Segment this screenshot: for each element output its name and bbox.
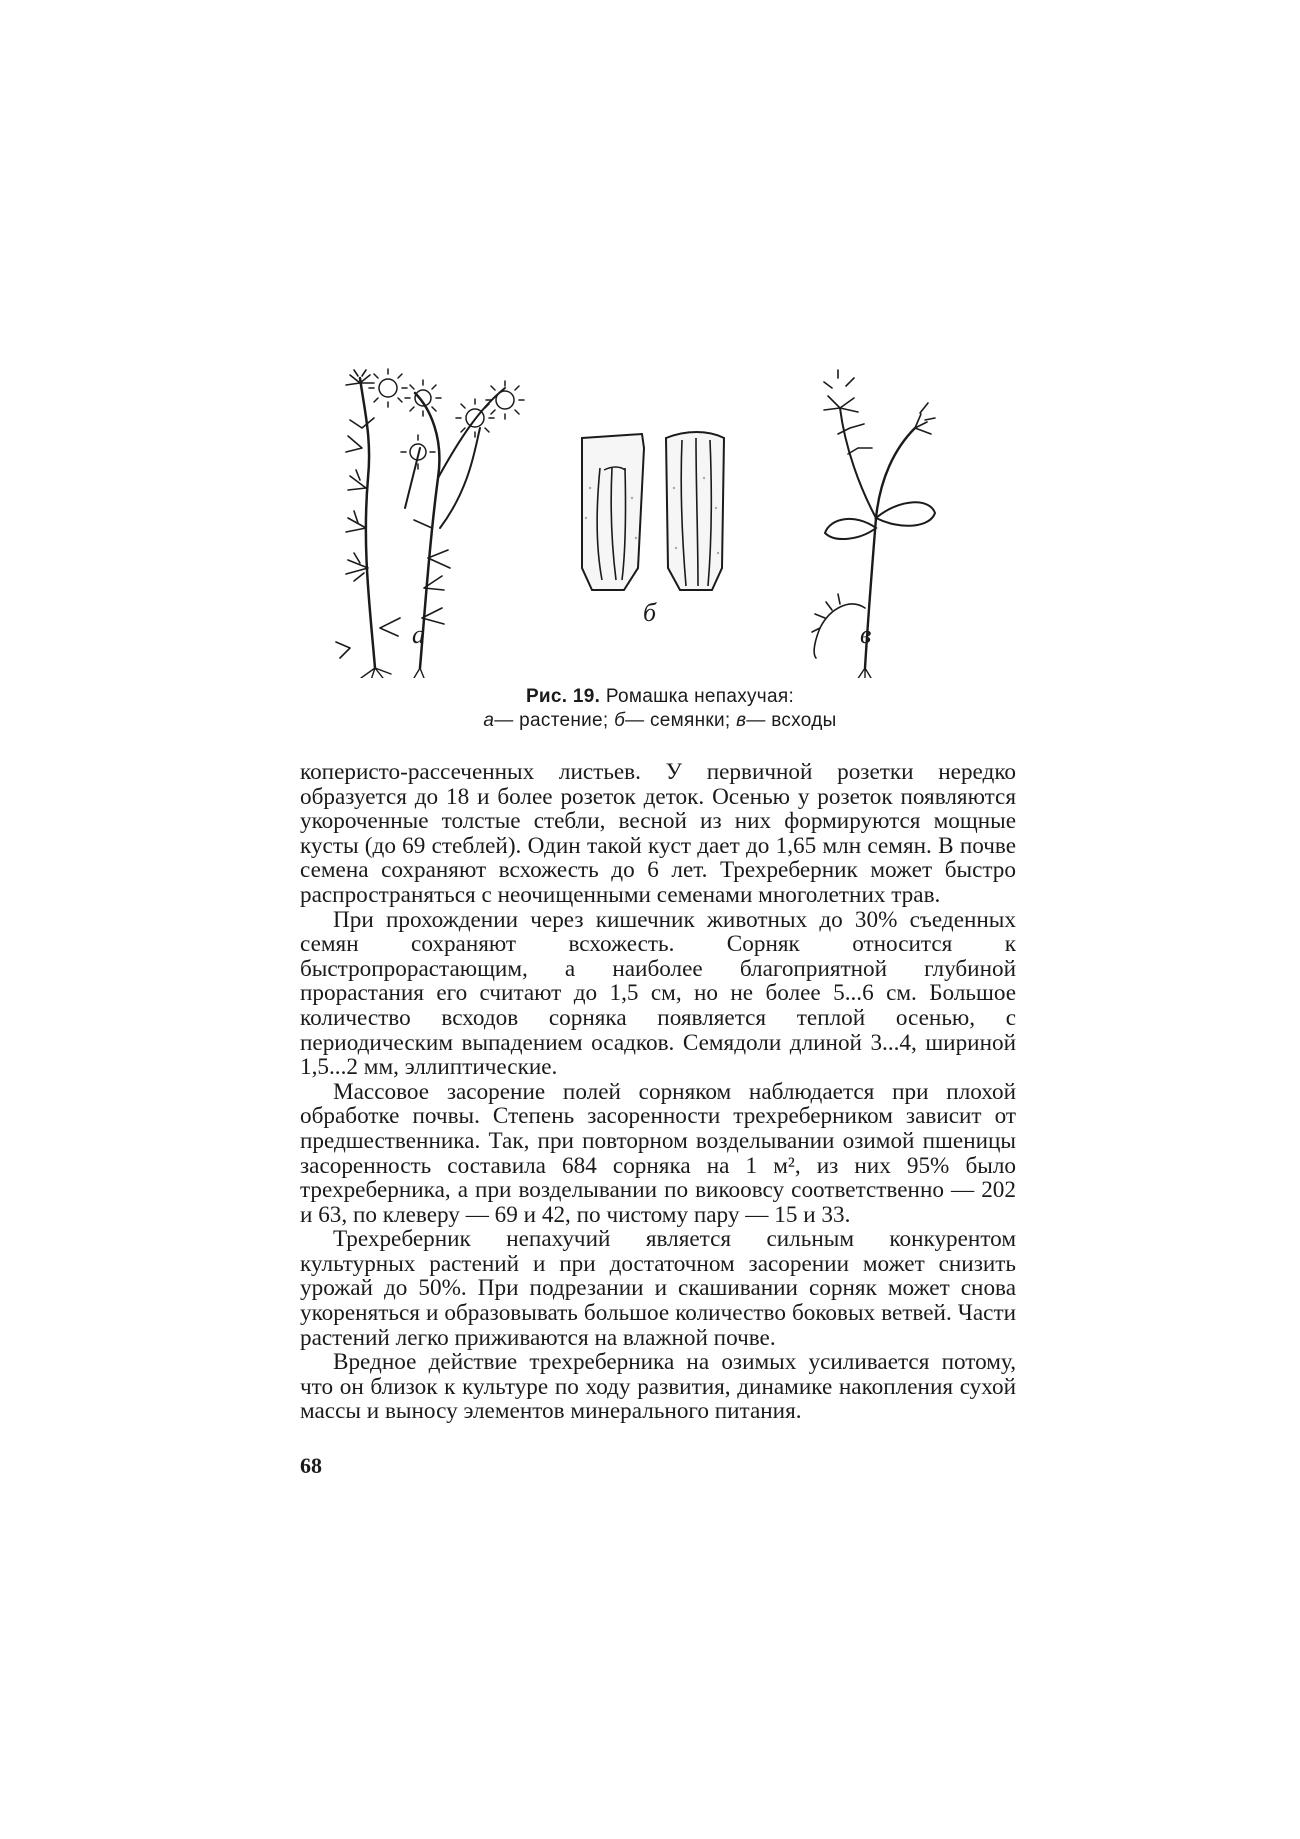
paragraph: При прохождении через кишечник животных до 30% съеденных семян сохраняют всхожесть. Сорняк относится к быстропрорастающим, а наиболее благоприятной глубиной прорастания его считают до 1,5 см, но не более 5...6 см. Большое количество всходов сорняка появляется теплой осенью, с периодическим выпадением осадков. Семядоли длиной 3...4, шириной 1,5...2 мм, эллиптические.	[300, 906, 1016, 1081]
figure-label-a: а	[412, 620, 425, 649]
page-number: 68	[300, 1453, 322, 1478]
caption-a-letter: а	[483, 710, 495, 731]
paragraph: Трехреберник непахучий является сильным конкурентом культурных растений и при достаточном засорении может снизить урожай до 50%. При подрезании и скашивании сорняк может снова укореняться и образовывать большое количество боковых ветвей. Части растений легко приживаются на влажной почве.	[300, 1226, 1016, 1351]
figure-19	[320, 368, 1010, 678]
caption-v-letter: в	[736, 710, 747, 731]
caption-title-line	[300, 686, 1020, 708]
paragraph: коперисто-рассеченных листьев. У первичной розетки нередко образуется до 18 и более розеток деток. Осенью у розеток появляются укороченные толстые стебли, весной из них формируются мощные кусты (до 69 стеблей). Один такой куст дает до 1,65 млн семян. В почве семена сохраняют всхожесть до 6 лет. Трехреберник может быстро распространяться с неочищенными семенами многолетних трав.	[300, 759, 1016, 908]
figure-label-v: в	[860, 620, 872, 649]
paragraph: Массовое засорение полей сорняком наблюдается при плохой обработке почвы. Степень засоренности трехреберником зависит от предшественника. Так, при повторном возделывании озимой пшеницы засоренность составила 684 сорняка на 1 м², из них 95% было трехреберника, а при возделывании по викоовсу соответственно — 202 и 63, по клеверу — 69 и 42, по чистому пару — 15 и 33.	[300, 1078, 1016, 1228]
caption-b-letter: б	[614, 710, 626, 731]
caption-a-text: — растение;	[494, 710, 609, 731]
body-text	[300, 760, 1016, 1424]
seedling-illustration	[812, 370, 935, 678]
caption-legend-line	[300, 710, 1020, 732]
caption-v-text: — всходы	[746, 710, 837, 731]
plant-illustration	[336, 369, 524, 678]
caption-b-text: — семянки;	[625, 710, 731, 731]
paragraph: Вредное действие трехреберника на озимых усиливается потому, что он близок к культуре по ходу развития, динамике накопления сухой массы и выносу элементов минерального питания.	[300, 1349, 1016, 1425]
caption-title: Ромашка непахучая:	[605, 686, 795, 707]
achenes-illustration	[582, 432, 724, 590]
caption-number: Рис. 19.	[525, 686, 601, 707]
figure-label-b: б	[643, 598, 657, 627]
